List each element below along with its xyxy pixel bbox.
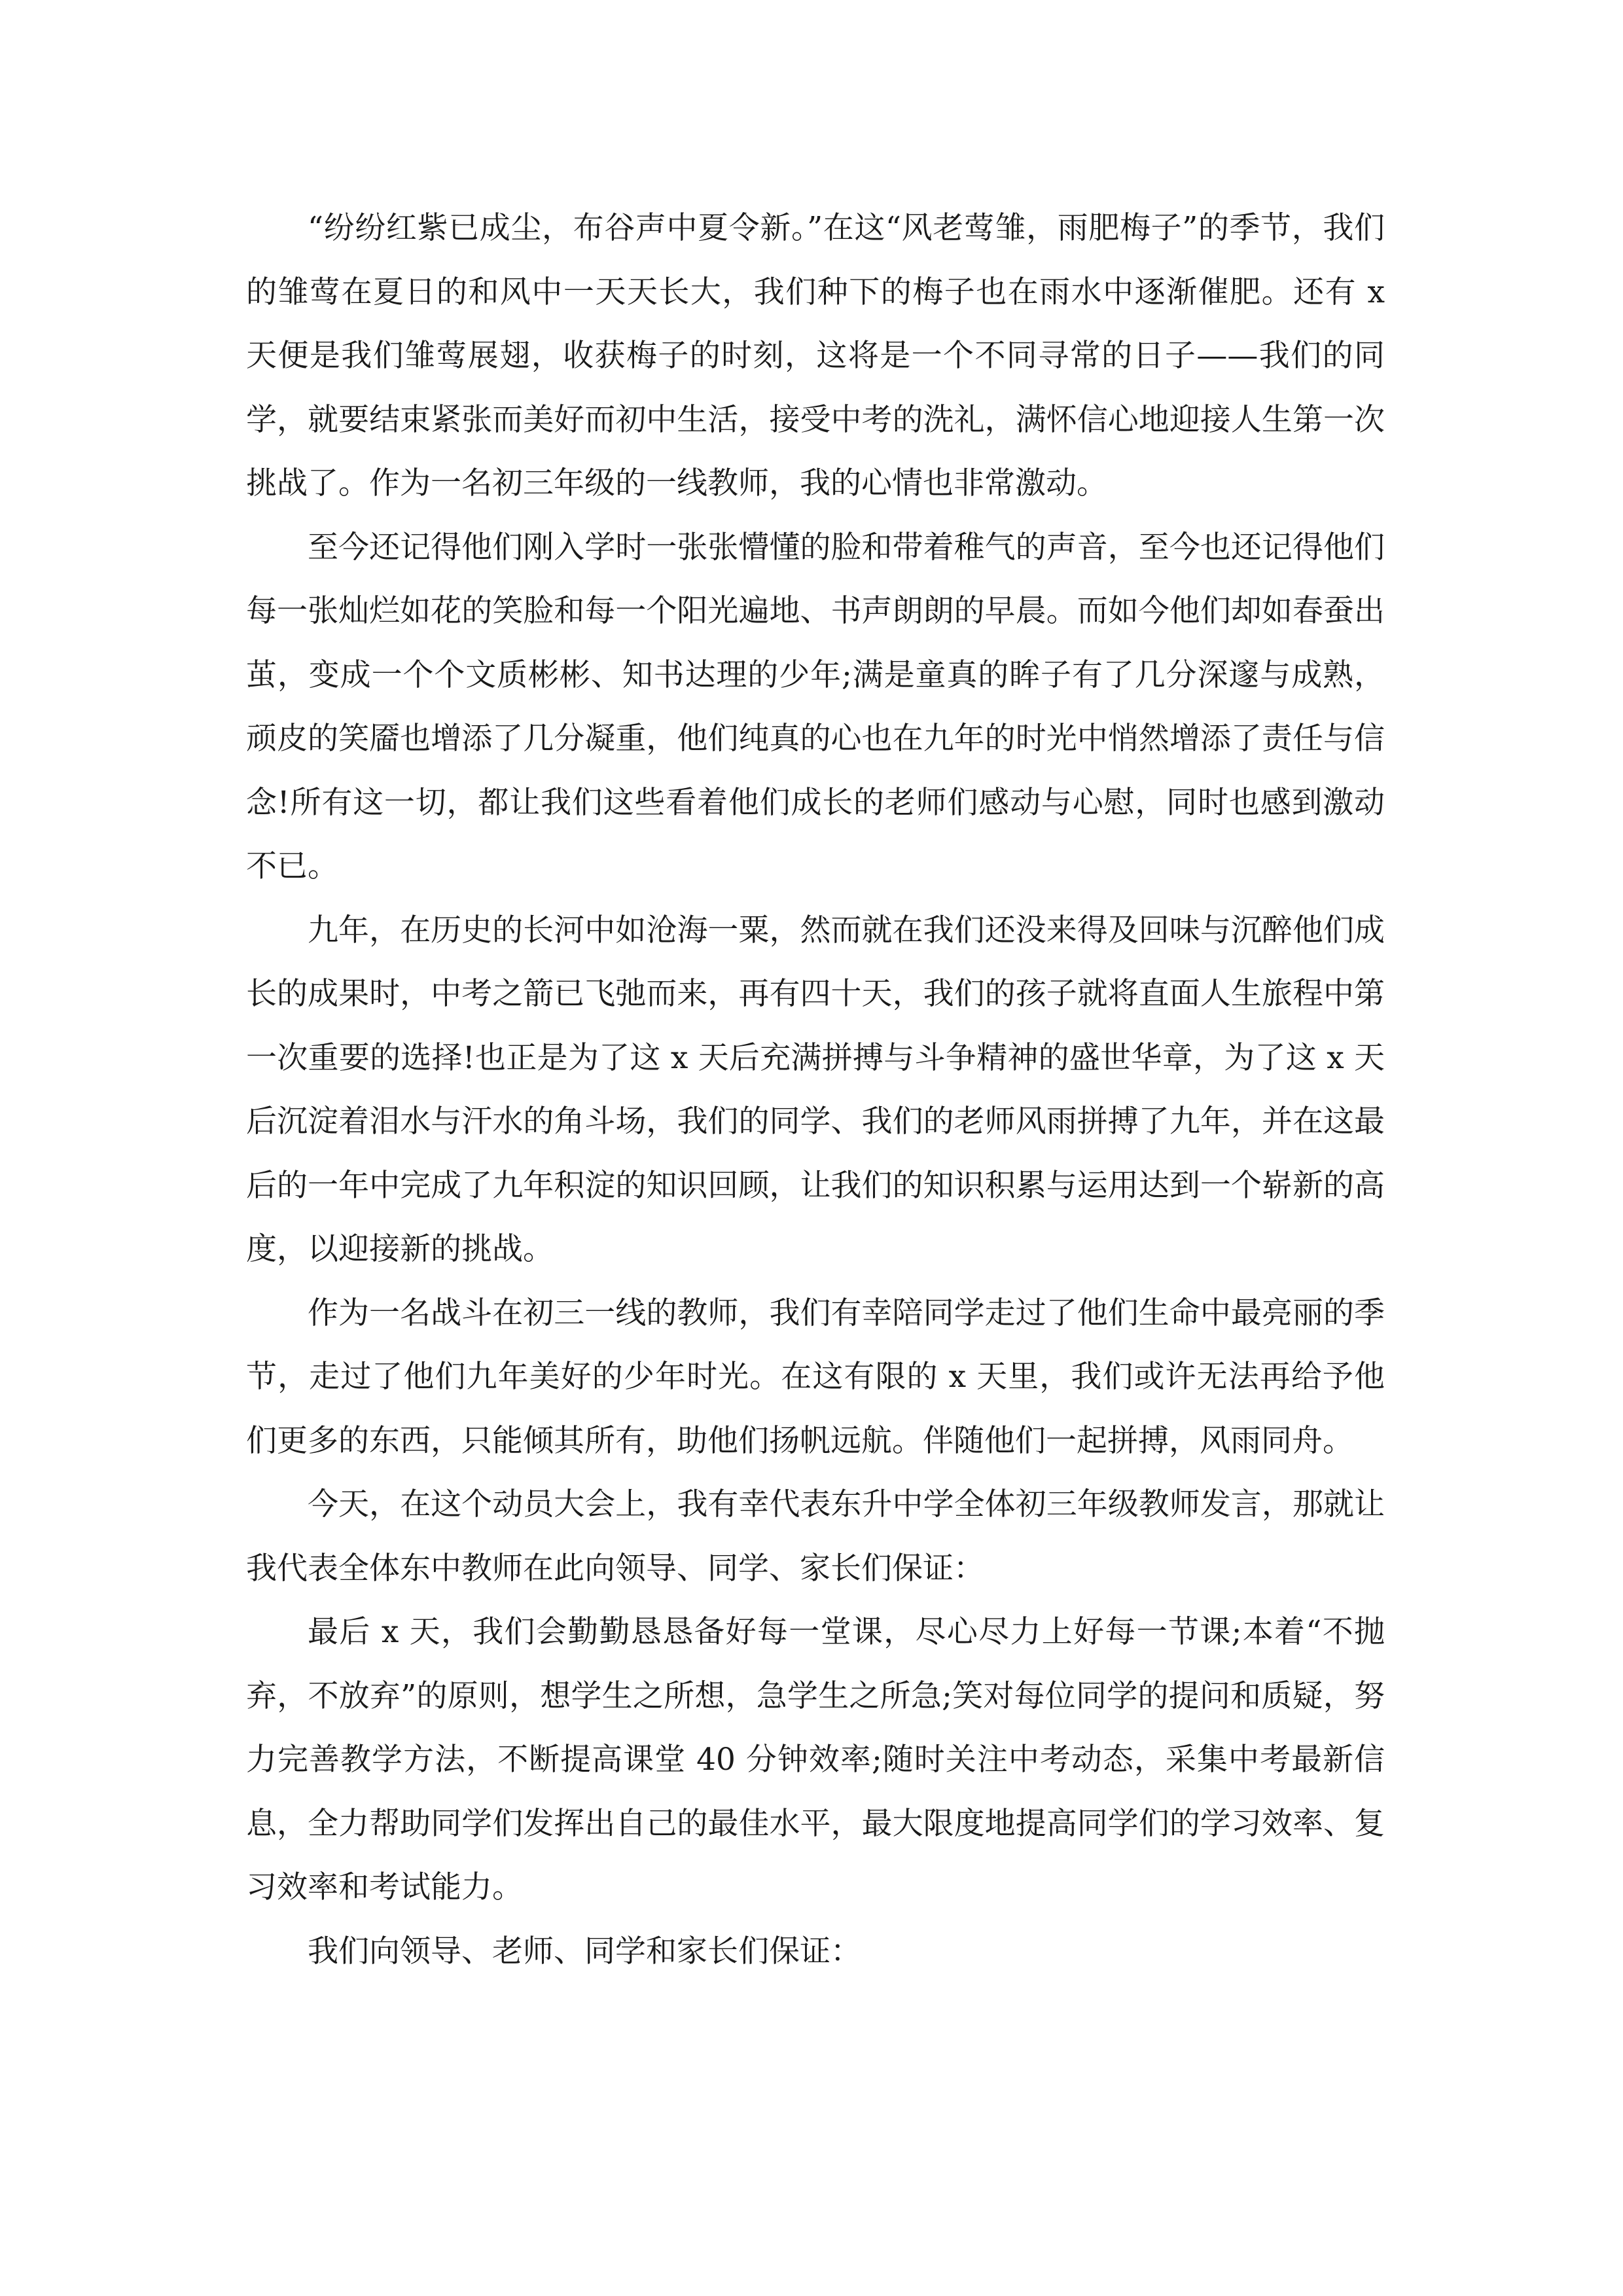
- paragraph: 九年，在历史的长河中如沧海一粟，然而就在我们还没来得及回味与沉醉他们成长的成果时，中考之箭已飞弛而来，再有四十天，我们的孩子就将直面人生旅程中第一次重要的选择!也正是为了这 x 天后充满拼搏与斗争精神的盛世华章，为了这 x 天后沉淀着泪水与汗水的角斗场，我们的同学、我们的老师风雨拼搏了九年，并在这最后的一年中完成了九年积淀的知识回顾，让我们的知识积累与运用达到一个崭新的高度，以迎接新的挑战。: [246, 912, 1385, 1267]
- paragraph: 作为一名战斗在初三一线的教师，我们有幸陪同学走过了他们生命中最亮丽的季节，走过了他们九年美好的少年时光。在这有限的 x 天里，我们或许无法再给予他们更多的东西，只能倾其所有，助他们扬帆远航。伴随他们一起拼搏，风雨同舟。: [246, 1295, 1385, 1459]
- paragraph: 今天，在这个动员大会上，我有幸代表东升中学全体初三年级教师发言，那就让我代表全体东中教师在此向领导、同学、家长们保证：: [246, 1486, 1385, 1587]
- document-body: [246, 196, 1385, 1983]
- paragraph: “纷纷红紫已成尘，布谷声中夏令新。”在这“风老莺雏，雨肥梅子”的季节，我们的雏莺在夏日的和风中一天天长大，我们种下的梅子也在雨水中逐渐催肥。还有 x 天便是我们雏莺展翅，收获梅子的时刻，这将是一个不同寻常的日子——我们的同学，就要结束紧张而美好而初中生活，接受中考的洗礼，满怀信心地迎接人生第一次挑战了。作为一名初三年级的一线教师，我的心情也非常激动。: [246, 210, 1385, 501]
- paragraph: 我们向领导、老师、同学和家长们保证：: [308, 1933, 861, 1969]
- paragraph: 最后 x 天，我们会勤勤恳恳备好每一堂课，尽心尽力上好每一节课;本着“不抛弃，不放弃”的原则，想学生之所想，急学生之所急;笑对每位同学的提问和质疑，努力完善教学方法，不断提高课堂 40 分钟效率;随时关注中考动态，采集中考最新信息，全力帮助同学们发挥出自己的最佳水平，最大限度地提高同学们的学习效率、复习效率和考试能力。: [246, 1614, 1385, 1905]
- paragraph: 至今还记得他们刚入学时一张张懵懂的脸和带着稚气的声音，至今也还记得他们每一张灿烂如花的笑脸和每一个阳光遍地、书声朗朗的早晨。而如今他们却如春蚕出茧，变成一个个文质彬彬、知书达理的少年;满是童真的眸子有了几分深邃与成熟，顽皮的笑靥也增添了几分凝重，他们纯真的心也在九年的时光中悄然增添了责任与信念!所有这一切，都让我们这些看着他们成长的老师们感动与心慰，同时也感到激动不已。: [246, 529, 1385, 884]
